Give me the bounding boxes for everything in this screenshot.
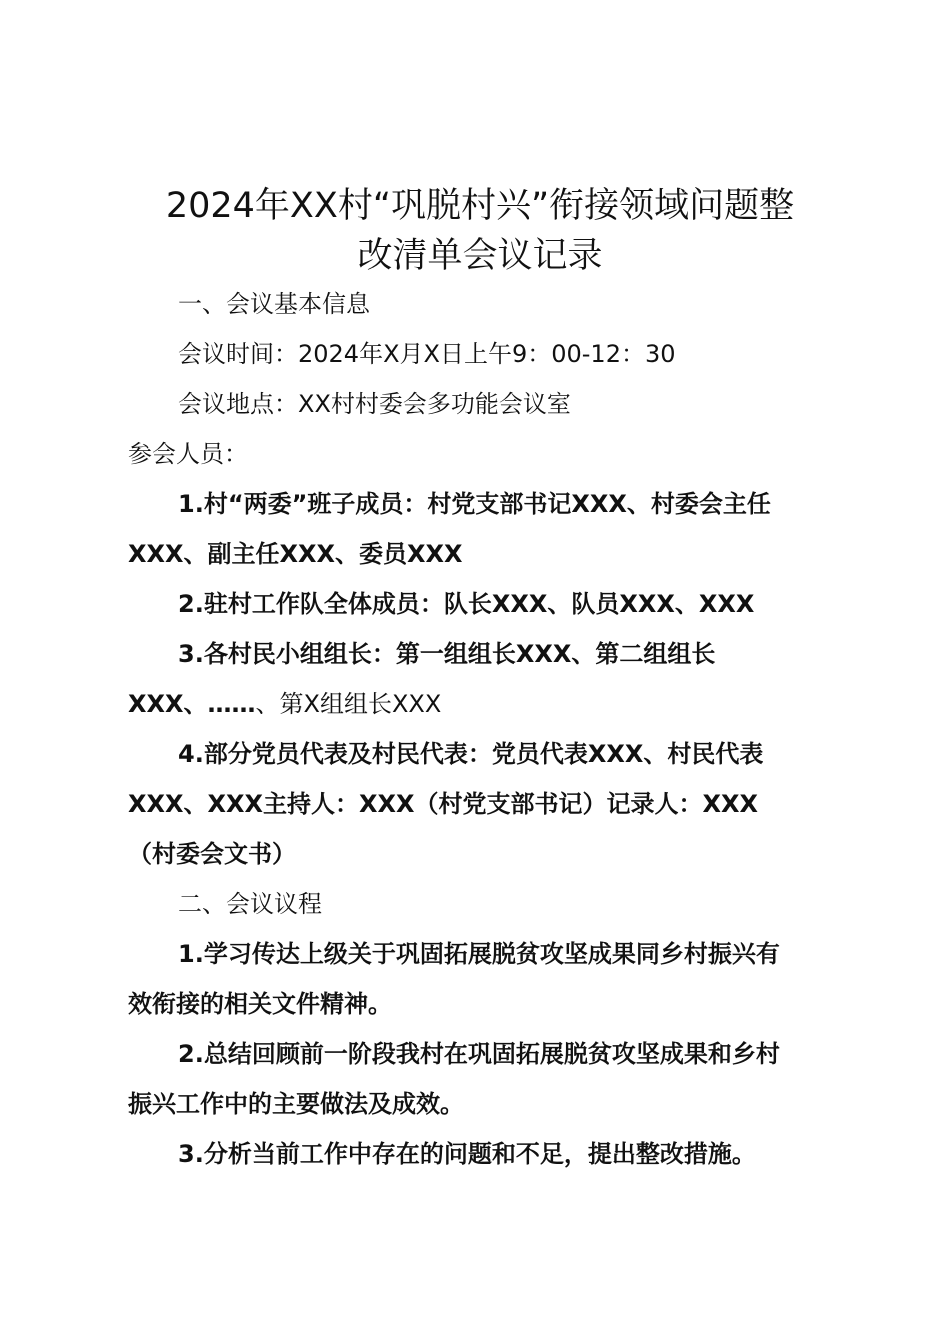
meeting-time: 会议时间：2024年X月X日上午9：00-12：30 bbox=[178, 340, 676, 368]
attendee-item-1-line-1: 1.村“两委”班子成员：村党支部书记XXX、村委会主任 bbox=[178, 490, 771, 518]
attendee-item-3-line-2-bold: XXX、…… bbox=[128, 690, 256, 718]
agenda-item-1-line-1: 1.学习传达上级关于巩固拓展脱贫攻坚成果同乡村振兴有 bbox=[178, 940, 780, 968]
agenda-item-3-line-1: 3.分析当前工作中存在的问题和不足，提出整改措施。 bbox=[178, 1140, 756, 1168]
attendee-item-1-line-2: XXX、副主任XXX、委员XXX bbox=[128, 540, 463, 568]
section-heading-basic-info: 一、会议基本信息 bbox=[178, 290, 370, 318]
attendee-item-4-line-3: （村委会文书） bbox=[128, 840, 296, 868]
attendee-item-3-line-1: 3.各村民小组组长：第一组组长XXX、第二组组长 bbox=[178, 640, 716, 668]
attendees-label: 参会人员： bbox=[128, 440, 248, 468]
attendee-item-4-line-1: 4.部分党员代表及村民代表：党员代表XXX、村民代表 bbox=[178, 740, 764, 768]
agenda-item-1-line-2: 效衔接的相关文件精神。 bbox=[128, 990, 392, 1018]
section-heading-agenda: 二、会议议程 bbox=[178, 890, 322, 918]
agenda-item-2-line-2: 振兴工作中的主要做法及成效。 bbox=[128, 1090, 464, 1118]
attendee-item-4-line-2: XXX、XXX主持人：XXX（村党支部书记）记录人：XXX bbox=[128, 790, 759, 818]
attendee-item-3-line-2 bbox=[128, 686, 441, 722]
document-title-line-1: 2024年XX村“巩脱村兴”衔接领域问题整 bbox=[165, 186, 795, 226]
meeting-location: 会议地点：XX村村委会多功能会议室 bbox=[178, 390, 571, 418]
document-title-line-2: 改清单会议记录 bbox=[357, 236, 603, 276]
attendee-item-2-line-1: 2.驻村工作队全体成员：队长XXX、队员XXX、XXX bbox=[178, 590, 755, 618]
agenda-item-2-line-1: 2.总结回顾前一阶段我村在巩固拓展脱贫攻坚成果和乡村 bbox=[178, 1040, 780, 1068]
attendee-item-3-line-2-normal: 、第X组组长XXX bbox=[255, 690, 442, 718]
